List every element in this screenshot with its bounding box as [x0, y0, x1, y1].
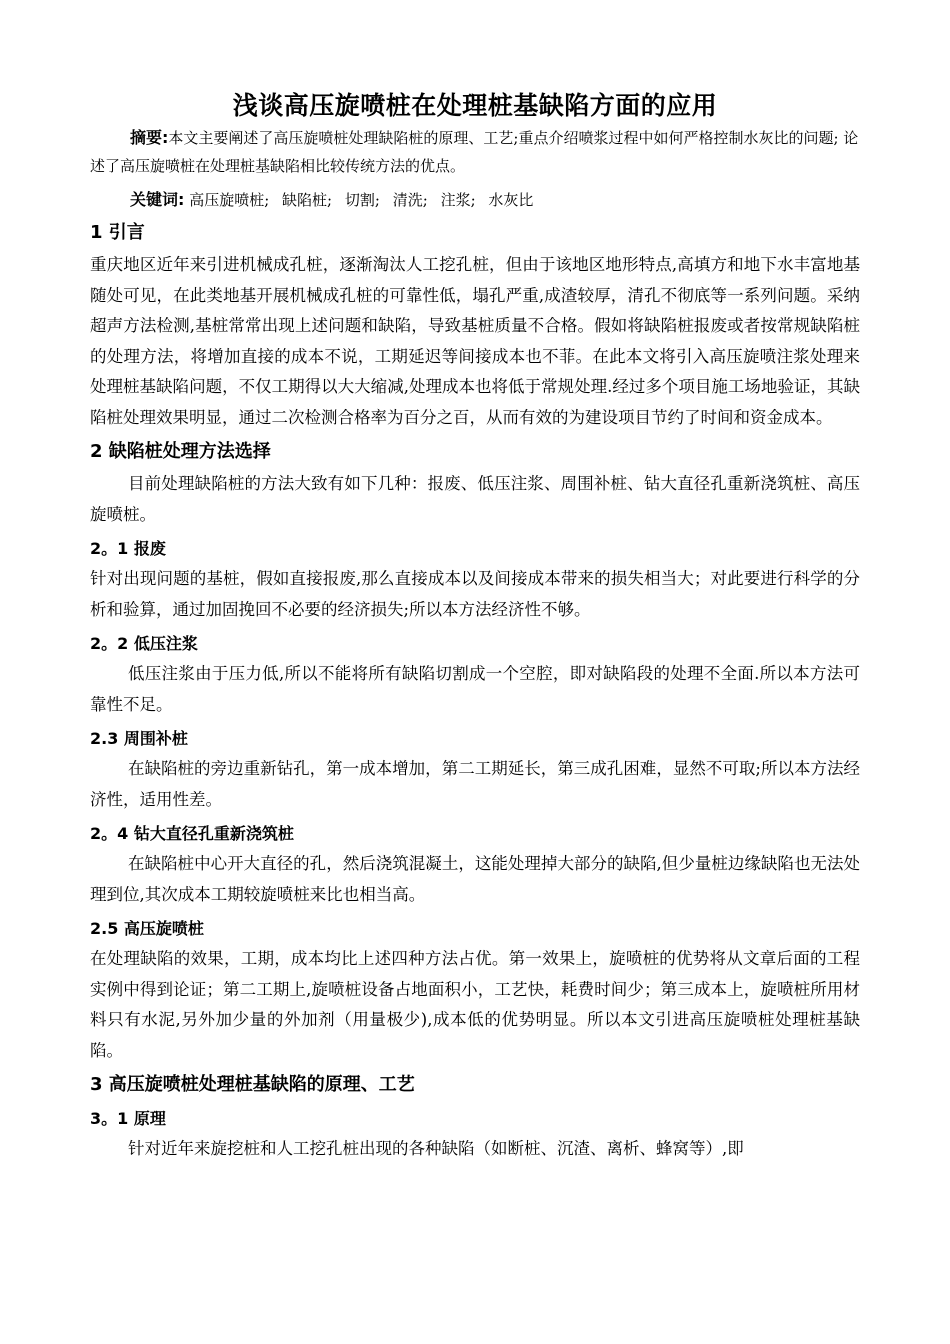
abstract-label: 摘要:	[130, 128, 169, 147]
keywords	[130, 186, 860, 214]
subsection-heading-2-1: 2。1 报废	[90, 539, 166, 558]
keyword: 注浆;	[440, 191, 476, 209]
subsection-heading-2-4: 2。4 钻大直径孔重新浇筑桩	[90, 824, 294, 843]
subsection-3-1-paragraph: 针对近年来旋挖桩和人工挖孔桩出现的各种缺陷（如断桩、沉渣、离析、蜂窝等）,即	[128, 1139, 744, 1158]
document-page	[90, 88, 860, 1165]
section-heading-3: 3 高压旋喷桩处理桩基缺陷的原理、工艺	[90, 1074, 415, 1095]
section-1-paragraph: 重庆地区近年来引进机械成孔桩，逐渐淘汰人工挖孔桩，但由于该地区地形特点,高填方和地下水丰富地基随处可见，在此类地基开展机械成孔桩的可靠性低，塌孔严重,成渣较厚，清孔不彻底等一系列问题。采纳超声方法检测,基桩常常出现上述问题和缺陷，导致基桩质量不合格。假如将缺陷桩报废或者按常规缺陷桩的处理方法，将增加直接的成本不说，工期延迟等间接成本也不菲。在此本文将引入高压旋喷注浆处理来处理桩基缺陷问题，不仅工期得以大大缩减,处理成本也将低于常规处理.经过多个项目施工场地验证，其缺陷桩处理效果明显，通过二次检测合格率为百分之百，从而有效的为建设项目节约了时间和资金成本。	[90, 255, 860, 427]
section-heading-1: 1 引言	[90, 222, 145, 243]
subsection-heading-2-3: 2.3 周围补桩	[90, 729, 188, 748]
subsection-heading-3-1: 3。1 原理	[90, 1109, 166, 1128]
subsection-2-4-paragraph: 在缺陷桩中心开大直径的孔，然后浇筑混凝土，这能处理掉大部分的缺陷,但少量桩边缘缺陷也无法处理到位,其次成本工期较旋喷桩来比也相当高。	[90, 854, 860, 904]
section-heading-2: 2 缺陷桩处理方法选择	[90, 441, 271, 462]
abstract	[90, 124, 860, 180]
keyword: 高压旋喷桩;	[189, 191, 270, 209]
subsection-heading-2-5: 2.5 高压旋喷桩	[90, 919, 204, 938]
keyword: 清洗;	[392, 191, 428, 209]
subsection-2-1-paragraph: 针对出现问题的基桩，假如直接报废,那么直接成本以及间接成本带来的损失相当大；对此要进行科学的分析和验算，通过加固挽回不必要的经济损失;所以本方法经济性不够。	[90, 569, 860, 619]
subsection-2-2-paragraph: 低压注浆由于压力低,所以不能将所有缺陷切割成一个空腔，即对缺陷段的处理不全面.所以本方法可靠性不足。	[90, 664, 860, 714]
subsection-2-3-paragraph: 在缺陷桩的旁边重新钻孔，第一成本增加，第二工期延长，第三成孔困难，显然不可取;所以本方法经济性，适用性差。	[90, 759, 860, 809]
document-title: 浅谈高压旋喷桩在处理桩基缺陷方面的应用	[232, 91, 718, 120]
subsection-heading-2-2: 2。2 低压注浆	[90, 634, 198, 653]
subsection-2-5-paragraph: 在处理缺陷的效果，工期，成本均比上述四种方法占优。第一效果上，旋喷桩的优势将从文章后面的工程实例中得到论证；第二工期上,旋喷桩设备占地面积小，工艺快，耗费时间少；第三成本上，旋喷桩所用材料只有水泥,另外加少量的外加剂（用量极少),成本低的优势明显。所以本文引进高压旋喷桩处理桩基缺陷。	[90, 949, 860, 1060]
keywords-label: 关键词:	[130, 190, 185, 209]
keyword: 缺陷桩;	[282, 191, 333, 209]
abstract-text: 本文主要阐述了高压旋喷桩处理缺陷桩的原理、工艺;重点介绍喷浆过程中如何严格控制水灰比的问题; 论述了高压旋喷桩在处理桩基缺陷相比较传统方法的优点。	[90, 129, 859, 175]
section-2-paragraph: 目前处理缺陷桩的方法大致有如下几种：报废、低压注浆、周围补桩、钻大直径孔重新浇筑桩、高压旋喷桩。	[90, 474, 860, 524]
keyword: 切割;	[344, 191, 380, 209]
keyword: 水灰比	[488, 191, 534, 209]
